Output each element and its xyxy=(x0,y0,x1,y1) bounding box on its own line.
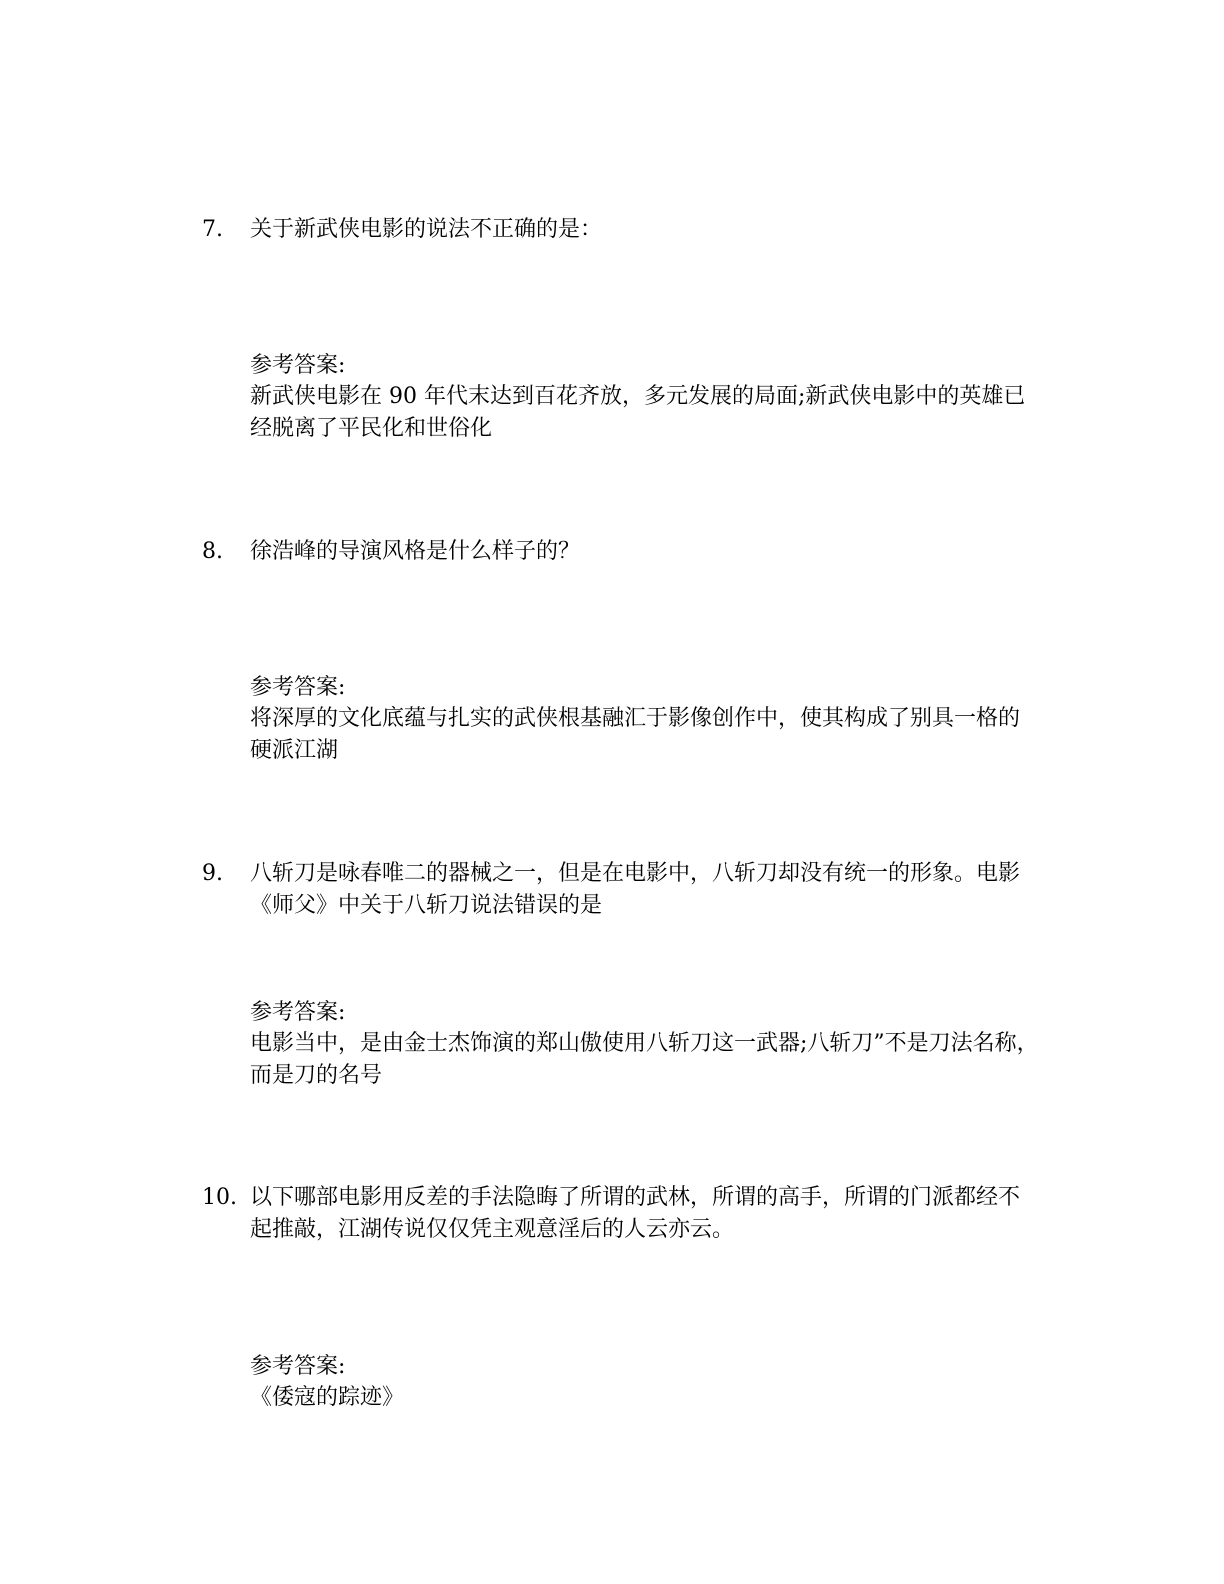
answer-label: 参考答案: xyxy=(250,675,346,700)
answer-label: 参考答案: xyxy=(250,1354,346,1379)
question-number: 7. xyxy=(202,217,223,242)
question-text: 以下哪部电影用反差的手法隐晦了所谓的武林，所谓的高手，所谓的门派都经不起推敲，江湖传说仅仅凭主观意淫后的人云亦云。 xyxy=(250,1185,1021,1242)
question-text: 徐浩峰的导演风格是什么样子的？ xyxy=(250,539,581,564)
question-text: 关于新武侠电影的说法不正确的是： xyxy=(250,217,603,242)
question-number: 10. xyxy=(202,1185,237,1210)
answer-text: 电影当中，是由金士杰饰演的郑山傲使用八斩刀这一武器;八斩刀”不是刀法名称，而是刀的名号 xyxy=(250,1031,1039,1088)
answer-text: 新武侠电影在 90 年代末达到百花齐放，多元发展的局面;新武侠电影中的英雄已经脱离了平民化和世俗化 xyxy=(250,384,1026,441)
question-text: 八斩刀是咏春唯二的器械之一，但是在电影中，八斩刀却没有统一的形象。电影《师父》中关于八斩刀说法错误的是 xyxy=(250,861,1021,918)
answer-label: 参考答案: xyxy=(250,353,346,378)
answer-label: 参考答案: xyxy=(250,1000,346,1025)
answer-text: 《倭寇的踪迹》 xyxy=(250,1385,405,1410)
question-number: 8. xyxy=(202,539,223,564)
question-number: 9. xyxy=(202,861,223,886)
answer-text: 将深厚的文化底蕴与扎实的武侠根基融汇于影像创作中，使其构成了别具一格的硬派江湖 xyxy=(250,706,1021,763)
